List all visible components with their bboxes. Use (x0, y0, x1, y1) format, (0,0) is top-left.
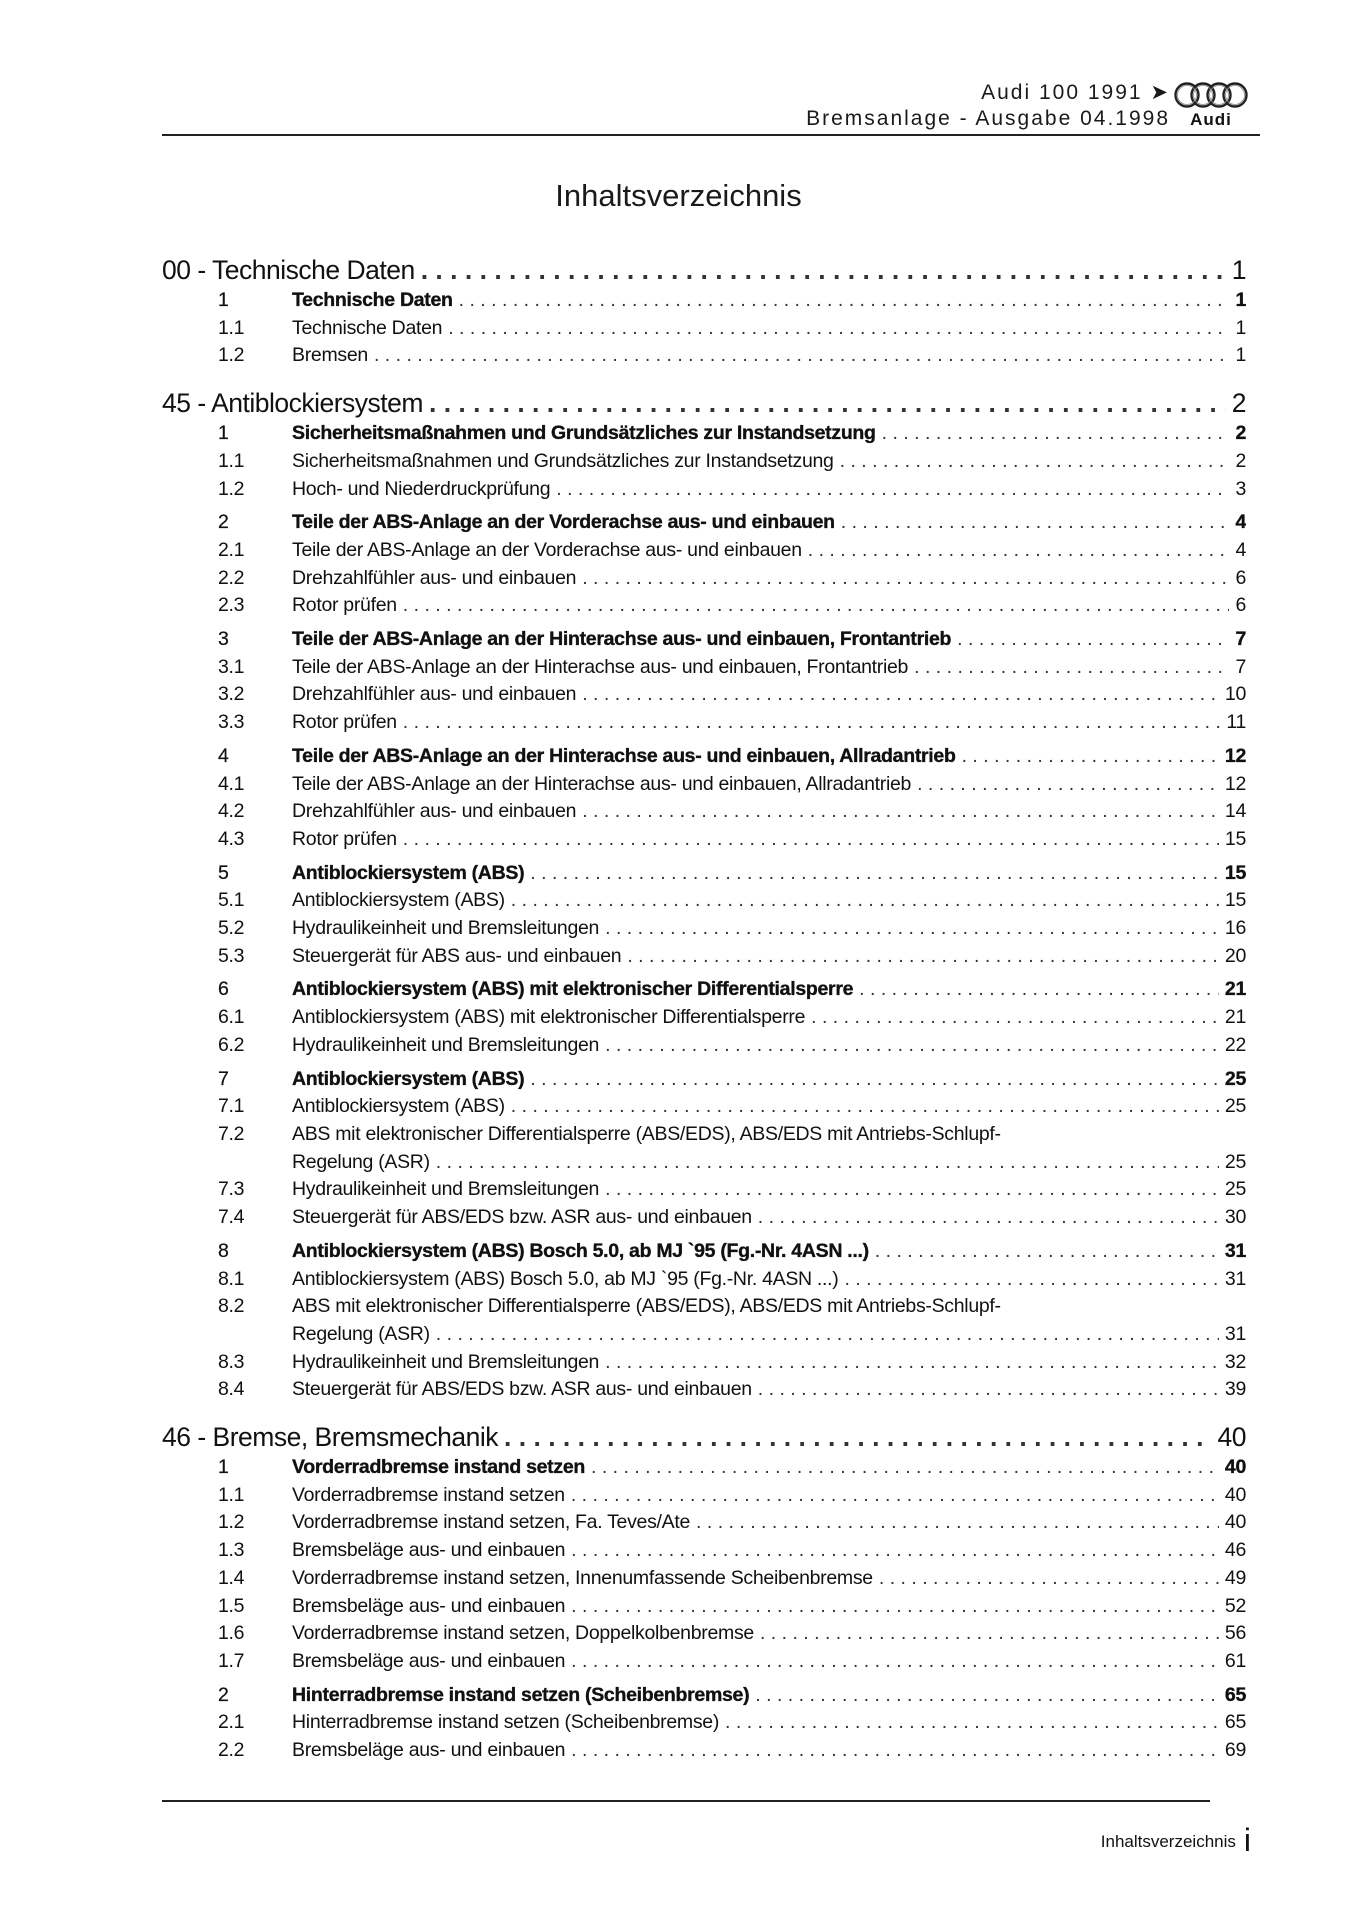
toc-page-number: 1 (1231, 255, 1246, 285)
dot-leader (875, 1238, 1219, 1266)
footer-page-number: i (1243, 1822, 1251, 1858)
dot-leader (627, 943, 1219, 971)
dot-leader (511, 1093, 1219, 1121)
toc-number: 1.1 (218, 1483, 245, 1506)
audi-logo (1172, 80, 1250, 132)
toc-page-number: 22 (1224, 1033, 1246, 1056)
toc-number: 1.1 (218, 316, 245, 339)
toc-page-number: 30 (1224, 1206, 1246, 1229)
toc-item[interactable] (162, 771, 1246, 799)
toc-chapter-title: 00 - Technische Daten (162, 255, 415, 285)
toc-page-number: 2 (1235, 449, 1246, 472)
toc-section-title: Teile der ABS-Anlage an der Hinterachse aus- und einbauen, Frontantrieb (292, 628, 952, 651)
dot-leader (760, 1620, 1219, 1648)
toc-number: 1.2 (218, 1511, 245, 1534)
toc-page-number: 10 (1224, 683, 1246, 706)
page-header (162, 72, 1260, 136)
toc-item-title: Steuergerät für ABS/EDS bzw. ASR aus- und einbauen (292, 1378, 752, 1401)
toc-number: 1.6 (218, 1622, 245, 1645)
toc-page-number: 12 (1224, 744, 1246, 767)
footer-label: Inhaltsverzeichnis (1100, 1832, 1236, 1851)
toc-item-title: Rotor prüfen (292, 594, 397, 617)
dot-leader (556, 476, 1229, 504)
toc-page-number: 16 (1224, 917, 1246, 940)
toc-item[interactable] (162, 1509, 1246, 1537)
toc-section-title: Antiblockiersystem (ABS) (292, 861, 525, 884)
toc-page-number: 14 (1224, 800, 1246, 823)
toc-item[interactable] (162, 826, 1246, 854)
toc-page-number: 1 (1235, 344, 1246, 367)
toc-chapter[interactable] (162, 386, 1246, 420)
toc-page-number: 25 (1224, 1067, 1246, 1090)
toc-number: 3.1 (218, 655, 245, 678)
toc-item[interactable] (162, 943, 1246, 971)
toc-number: 6.2 (218, 1033, 245, 1056)
toc-number: 1 (218, 422, 229, 445)
toc-number: 6.1 (218, 1006, 245, 1029)
toc-section[interactable] (162, 509, 1246, 537)
toc-page-number: 20 (1224, 944, 1246, 967)
dot-leader (591, 1454, 1219, 1482)
toc-item[interactable] (162, 1565, 1246, 1593)
toc-page-number: 25 (1224, 1095, 1246, 1118)
dot-leader (859, 976, 1219, 1004)
header-text (806, 80, 1170, 132)
toc-number: 8.2 (218, 1295, 245, 1318)
toc-item-title: Antiblockiersystem (ABS) (292, 889, 505, 912)
dot-leader (605, 1176, 1219, 1204)
toc-item-title: Bremsen (292, 344, 368, 367)
toc-item-title: Teile der ABS-Anlage an der Vorderachse aus- und einbauen (292, 538, 802, 561)
toc-number: 5.2 (218, 917, 245, 940)
toc-number: 1.2 (218, 344, 245, 367)
toc-page-number: 1 (1235, 289, 1246, 311)
page-title: Inhaltsverzeichnis (555, 178, 802, 213)
table-of-contents (162, 253, 1246, 1765)
toc-number: 7.3 (218, 1178, 245, 1201)
toc-page-number: 21 (1224, 978, 1246, 1001)
toc-page-number: 31 (1224, 1239, 1246, 1262)
toc-item-title: Drehzahlfühler aus- und einbauen (292, 683, 577, 706)
toc-page-number: 2 (1235, 422, 1246, 445)
toc-item[interactable] (162, 1121, 1246, 1176)
toc-number: 8 (218, 1239, 229, 1262)
toc-item[interactable] (162, 1032, 1246, 1060)
toc-item-title: Bremsbeläge aus- und einbauen (292, 1539, 566, 1562)
dot-leader (841, 509, 1230, 537)
toc-section[interactable] (162, 420, 1246, 448)
footer-rule (162, 1800, 1210, 1802)
toc-item[interactable] (162, 592, 1246, 620)
toc-item-title: Hydraulikeinheit und Bremsleitungen (292, 1350, 600, 1373)
toc-page-number: 52 (1224, 1594, 1246, 1617)
toc-item-title: Vorderradbremse instand setzen, Fa. Teves/Ate (292, 1511, 691, 1534)
dot-leader (403, 709, 1221, 737)
dot-leader (582, 798, 1219, 826)
toc-page-number: 40 (1224, 1456, 1246, 1479)
dot-leader (808, 537, 1230, 565)
toc-number: 8.4 (218, 1378, 245, 1401)
toc-item[interactable] (162, 1709, 1246, 1737)
dot-leader (605, 1349, 1219, 1377)
toc-number: 2.2 (218, 1739, 245, 1762)
toc-number: 3.2 (218, 683, 245, 706)
toc-number: 1 (218, 289, 229, 311)
toc-item-title: Hinterradbremse instand setzen (Scheibenbremse) (292, 1711, 720, 1734)
toc-item-title: Antiblockiersystem (ABS) (292, 1095, 505, 1118)
toc-item[interactable] (162, 887, 1246, 915)
dot-leader (436, 1149, 1219, 1177)
toc-item[interactable] (162, 1266, 1246, 1294)
toc-chapter[interactable] (162, 253, 1246, 287)
toc-item[interactable] (162, 1737, 1246, 1765)
toc-item-title: Hoch- und Niederdruckprüfung (292, 477, 551, 500)
toc-number: 1.7 (218, 1649, 245, 1672)
dot-leader (403, 592, 1230, 620)
toc-item-title: Rotor prüfen (292, 827, 397, 850)
toc-item-title-line1: ABS mit elektronischer Differentialsperre (ABS/EDS), ABS/EDS mit Antriebs-Schlupf- (292, 1122, 1001, 1145)
toc-item-title: Steuergerät für ABS aus- und einbauen (292, 944, 622, 967)
toc-item[interactable] (162, 1648, 1246, 1676)
toc-page-number: 6 (1235, 594, 1246, 617)
toc-item[interactable] (162, 476, 1246, 504)
toc-page-number: 56 (1224, 1622, 1246, 1645)
toc-number: 5.3 (218, 944, 245, 967)
toc-page-number: 65 (1224, 1711, 1246, 1734)
dot-leader (696, 1509, 1219, 1537)
dot-leader (571, 1648, 1219, 1676)
toc-section-title: Antiblockiersystem (ABS) (292, 1067, 525, 1090)
toc-number: 2.2 (218, 566, 245, 589)
dot-leader (582, 681, 1219, 709)
toc-number: 8.1 (218, 1267, 245, 1290)
toc-item-title-line2: Regelung (ASR) (292, 1150, 430, 1173)
toc-item-title: Bremsbeläge aus- und einbauen (292, 1649, 566, 1672)
toc-number: 1 (218, 1456, 229, 1479)
toc-number: 4.2 (218, 800, 245, 823)
toc-page-number: 1 (1235, 316, 1246, 339)
toc-item-title: Sicherheitsmaßnahmen und Grundsätzliches zur Instandsetzung (292, 449, 834, 472)
page-footer (1100, 1822, 1251, 1858)
toc-item[interactable] (162, 654, 1246, 682)
toc-page-number: 25 (1224, 1150, 1246, 1173)
toc-item-title: Antiblockiersystem (ABS) mit elektronischer Differentialsperre (292, 1006, 806, 1029)
toc-item-title: Vorderradbremse instand setzen (292, 1483, 565, 1506)
dot-leader (374, 342, 1230, 370)
toc-page-number: 49 (1224, 1566, 1246, 1589)
toc-section-title: Hinterradbremse instand setzen (Scheibenbremse) (292, 1683, 750, 1706)
toc-page-number: 40 (1224, 1483, 1246, 1506)
toc-page-number: 32 (1224, 1350, 1246, 1373)
toc-item-title: Hydraulikeinheit und Bremsleitungen (292, 1178, 600, 1201)
toc-number: 5 (218, 861, 229, 884)
toc-item-title: Technische Daten (292, 316, 443, 339)
toc-section-title: Teile der ABS-Anlage an der Hinterachse aus- und einbauen, Allradantrieb (292, 744, 956, 767)
dot-leader (429, 386, 1226, 420)
dot-leader (571, 1537, 1219, 1565)
toc-number: 2.1 (218, 1711, 245, 1734)
toc-item-title-line2: Regelung (ASR) (292, 1322, 430, 1345)
toc-item[interactable] (162, 1537, 1246, 1565)
dot-leader (459, 287, 1230, 315)
toc-number: 7 (218, 1067, 229, 1090)
dot-leader (917, 771, 1219, 799)
toc-page-number: 7 (1235, 655, 1246, 678)
toc-page-number: 69 (1224, 1739, 1246, 1762)
dot-leader (605, 915, 1219, 943)
toc-item-title: Antiblockiersystem (ABS) Bosch 5.0, ab MJ `95 (Fg.-Nr. 4ASN ...) (292, 1267, 839, 1290)
toc-number: 2.3 (218, 594, 245, 617)
toc-number: 1.5 (218, 1594, 245, 1617)
toc-page-number: 40 (1217, 1422, 1246, 1453)
toc-number: 1.3 (218, 1539, 245, 1562)
dot-leader (530, 860, 1219, 888)
toc-chapter[interactable] (162, 1420, 1246, 1454)
dot-leader (957, 626, 1229, 654)
toc-page-number: 15 (1224, 861, 1246, 884)
toc-page-number: 2 (1231, 388, 1246, 419)
dot-leader (448, 315, 1229, 343)
toc-item-title: Teile der ABS-Anlage an der Hinterachse aus- und einbauen, Frontantrieb (292, 655, 909, 678)
toc-section-title: Sicherheitsmaßnahmen und Grundsätzliches zur Instandsetzung (292, 422, 876, 445)
dot-leader (755, 1682, 1219, 1710)
toc-item[interactable] (162, 315, 1246, 343)
toc-number: 7.4 (218, 1206, 245, 1229)
toc-item[interactable] (162, 1176, 1246, 1204)
toc-number: 1.2 (218, 477, 245, 500)
toc-item-title: Drehzahlfühler aus- und einbauen (292, 800, 577, 823)
toc-item[interactable] (162, 1293, 1246, 1348)
toc-section[interactable] (162, 860, 1246, 888)
toc-number: 7.1 (218, 1095, 245, 1118)
toc-page-number: 15 (1224, 889, 1246, 912)
toc-chapter-title: 45 - Antiblockiersystem (162, 388, 423, 419)
dot-leader (725, 1709, 1219, 1737)
toc-item[interactable] (162, 798, 1246, 826)
toc-chapter-title: 46 - Bremse, Bremsmechanik (162, 1422, 499, 1453)
toc-section-title: Antiblockiersystem (ABS) mit elektronischer Differentialsperre (292, 978, 854, 1001)
toc-number: 7.2 (218, 1122, 245, 1145)
dot-leader (504, 1420, 1211, 1454)
toc-section[interactable] (162, 1454, 1246, 1482)
dot-leader (421, 253, 1226, 287)
toc-section-title: Technische Daten (292, 289, 453, 311)
dot-leader (571, 1482, 1219, 1510)
dot-leader (840, 448, 1230, 476)
toc-item[interactable] (162, 1482, 1246, 1510)
toc-number: 3 (218, 628, 229, 651)
toc-item-title: Bremsbeläge aus- und einbauen (292, 1594, 566, 1617)
dot-leader (571, 1593, 1219, 1621)
toc-item[interactable] (162, 1349, 1246, 1377)
dot-leader (844, 1266, 1218, 1294)
toc-item[interactable] (162, 915, 1246, 943)
dot-leader (530, 1066, 1219, 1094)
toc-page-number: 12 (1224, 772, 1246, 795)
toc-number: 4.3 (218, 827, 245, 850)
toc-section[interactable] (162, 1682, 1246, 1710)
toc-number: 2 (218, 511, 229, 534)
toc-section[interactable] (162, 743, 1246, 771)
dot-leader (879, 1565, 1219, 1593)
toc-item[interactable] (162, 1093, 1246, 1121)
toc-item-title: Vorderradbremse instand setzen, Doppelkolbenbremse (292, 1622, 754, 1645)
toc-page-number: 31 (1224, 1322, 1246, 1345)
toc-number: 8.3 (218, 1350, 245, 1373)
toc-section-title: Teile der ABS-Anlage an der Vorderachse aus- und einbauen (292, 511, 835, 534)
dot-leader (962, 743, 1219, 771)
toc-section[interactable] (162, 976, 1246, 1004)
toc-item[interactable] (162, 1620, 1246, 1648)
toc-item-title-line1: ABS mit elektronischer Differentialsperre (ABS/EDS), ABS/EDS mit Antriebs-Schlupf- (292, 1295, 1001, 1318)
toc-number: 4 (218, 744, 229, 767)
dot-leader (758, 1376, 1219, 1404)
toc-item-title: Steuergerät für ABS/EDS bzw. ASR aus- und einbauen (292, 1206, 752, 1229)
toc-page-number: 15 (1224, 827, 1246, 850)
toc-number: 2 (218, 1683, 229, 1706)
toc-page-number: 46 (1224, 1539, 1246, 1562)
toc-item[interactable] (162, 565, 1246, 593)
dot-leader (436, 1321, 1219, 1349)
toc-item-title: Drehzahlfühler aus- und einbauen (292, 566, 577, 589)
toc-section[interactable] (162, 1066, 1246, 1094)
toc-number: 1.4 (218, 1566, 245, 1589)
toc-page-number: 61 (1224, 1649, 1246, 1672)
dot-leader (811, 1004, 1219, 1032)
toc-number: 6 (218, 978, 229, 1001)
toc-number: 2.1 (218, 538, 245, 561)
dot-leader (403, 826, 1219, 854)
dot-leader (582, 565, 1229, 593)
audi-four-rings-icon (1172, 80, 1250, 110)
toc-page-number: 3 (1235, 477, 1246, 500)
toc-item[interactable] (162, 1004, 1246, 1032)
toc-page-number: 11 (1226, 711, 1246, 734)
toc-item-title: Teile der ABS-Anlage an der Hinterachse aus- und einbauen, Allradantrieb (292, 772, 912, 795)
toc-item-title: Hydraulikeinheit und Bremsleitungen (292, 1033, 600, 1056)
toc-number: 5.1 (218, 889, 245, 912)
dot-leader (511, 887, 1219, 915)
toc-section[interactable] (162, 1238, 1246, 1266)
toc-page-number: 31 (1224, 1267, 1246, 1290)
toc-item-title: Bremsbeläge aus- und einbauen (292, 1739, 566, 1762)
toc-item[interactable] (162, 1376, 1246, 1404)
toc-item-title: Rotor prüfen (292, 711, 397, 734)
header-subtitle: Bremsanlage - Ausgabe 04.1998 (806, 107, 1170, 130)
toc-page-number: 6 (1235, 566, 1246, 589)
toc-page-number: 4 (1235, 511, 1246, 534)
dot-leader (605, 1032, 1219, 1060)
toc-number: 1.1 (218, 449, 245, 472)
toc-number: 3.3 (218, 711, 245, 734)
toc-item[interactable] (162, 709, 1246, 737)
dot-leader (571, 1737, 1219, 1765)
logo-wordmark: Audi (1190, 110, 1232, 129)
toc-item[interactable] (162, 448, 1246, 476)
toc-page-number: 4 (1235, 538, 1246, 561)
dot-leader (914, 654, 1229, 682)
header-model: Audi 100 1991 ➤ (981, 81, 1170, 104)
toc-section[interactable] (162, 626, 1246, 654)
toc-item-title: Hydraulikeinheit und Bremsleitungen (292, 917, 600, 940)
dot-leader (882, 420, 1230, 448)
toc-item-title: Vorderradbremse instand setzen, Innenumfassende Scheibenbremse (292, 1566, 873, 1589)
toc-page-number: 39 (1224, 1378, 1246, 1401)
toc-item[interactable] (162, 681, 1246, 709)
toc-number: 4.1 (218, 772, 245, 795)
toc-item[interactable] (162, 342, 1246, 370)
toc-item[interactable] (162, 1593, 1246, 1621)
toc-section-title: Antiblockiersystem (ABS) Bosch 5.0, ab MJ `95 (Fg.-Nr. 4ASN ...) (292, 1239, 869, 1262)
toc-page-number: 7 (1235, 628, 1246, 651)
toc-item[interactable] (162, 1204, 1246, 1232)
toc-page-number: 40 (1224, 1511, 1246, 1534)
toc-item[interactable] (162, 537, 1246, 565)
dot-leader (758, 1204, 1219, 1232)
toc-section[interactable] (162, 287, 1246, 315)
toc-page-number: 65 (1224, 1683, 1246, 1706)
toc-page-number: 25 (1224, 1178, 1246, 1201)
toc-page-number: 21 (1224, 1006, 1246, 1029)
toc-section-title: Vorderradbremse instand setzen (292, 1456, 585, 1479)
